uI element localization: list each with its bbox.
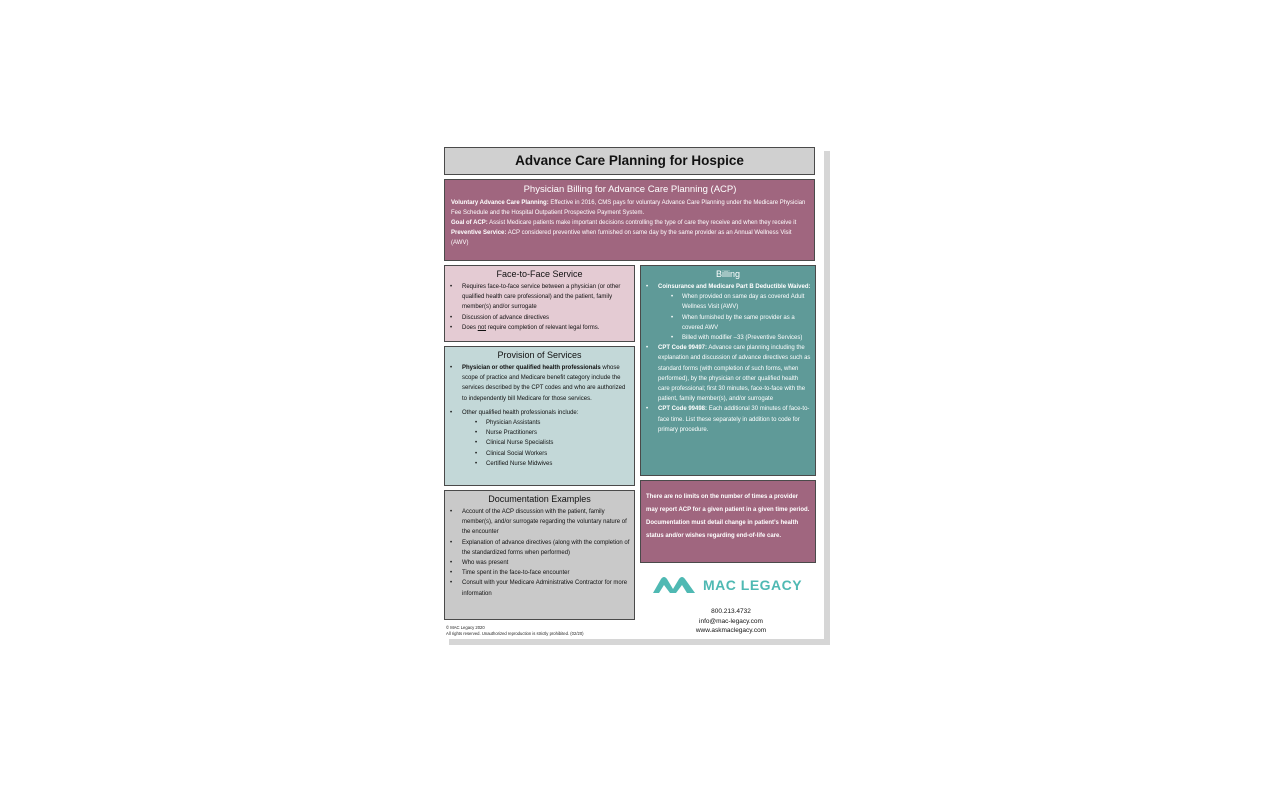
sub-list-item: • When provided on same day as covered Adult Wellness Visit (AWV)	[658, 292, 811, 312]
professionals-list	[462, 418, 630, 469]
provision-section	[444, 346, 635, 486]
billing-list	[645, 282, 811, 435]
acp-heading: Physician Billing for Advance Care Planning (ACP)	[523, 184, 737, 195]
acp-p1-label: Voluntary Advance Care Planning:	[451, 200, 549, 206]
list-item-bold: Physician or other qualified health professionals	[462, 365, 601, 371]
list-item	[449, 363, 630, 404]
contact-info	[681, 607, 781, 636]
phone-number: 800.213.4732	[711, 608, 751, 615]
documentation-list	[449, 507, 630, 599]
list-item-text: whose scope of practice and Medicare benefit category include the services described by the CPT codes and who are authorized to independently bill Medicare for those services.	[462, 365, 626, 402]
title-banner	[444, 147, 815, 175]
list-item: • Requires face-to-face service between a physician (or other qualified health care professional) and the patient, family member(s) and/or surrogate	[449, 282, 630, 313]
copyright-line-1: © MAC Legacy 2020	[446, 625, 485, 630]
list-item: • Who was present	[449, 558, 630, 568]
acp-billing-section	[444, 179, 815, 261]
face-to-face-list	[449, 282, 630, 333]
list-item-text: Each additional 30 minutes of face-to-face time. List these separately in addition to code for primary procedure.	[658, 406, 810, 433]
email-link[interactable]: info@mac-legacy.com	[699, 617, 763, 625]
list-item: • Discussion of advance directives	[449, 313, 630, 323]
sub-list-item: • Physician Assistants	[462, 418, 630, 428]
list-item: • Time spent in the face-to-face encounter	[449, 568, 630, 578]
list-item	[449, 323, 630, 333]
acp-paragraph-2	[451, 218, 809, 228]
sub-list-item: • Clinical Social Workers	[462, 449, 630, 459]
document-page	[443, 145, 824, 639]
acp-p1-text: Effective in 2016, CMS pays for voluntary Advance Care Planning under the Medicare Physician Fee Schedule and the Hospital Outpatient Prospective Payment System.	[451, 200, 806, 216]
underlined-not: not	[477, 324, 487, 331]
logo-mark-icon	[651, 575, 697, 595]
limits-text: There are no limits on the number of times a provider may report ACP for a given patient in a given time period. Documentation must detail change in patient’s health status and/or wishes regarding end-of-life care.	[646, 494, 810, 539]
limits-callout	[640, 480, 816, 563]
sub-list-item: • Nurse Practitioners	[462, 428, 630, 438]
face-to-face-heading: Face-to-Face Service	[496, 269, 583, 279]
list-item-bold: CPT Code 99498:	[658, 406, 708, 413]
acp-p2-text: Assist Medicare patients make important decisions controlling the type of care they receive and when they receive it	[487, 220, 797, 226]
list-item-bold: CPT Code 99497:	[658, 345, 708, 352]
billing-section	[640, 265, 816, 476]
acp-paragraph-1	[451, 198, 809, 218]
face-to-face-section	[444, 265, 635, 342]
list-item	[645, 282, 811, 343]
page-title: Advance Care Planning for Hospice	[515, 153, 744, 168]
sub-list-item: • Clinical Nurse Specialists	[462, 438, 630, 448]
list-item	[645, 404, 811, 435]
provision-heading: Provision of Services	[497, 350, 582, 360]
acp-p3-text: ACP considered preventive when furnished on same day by the same provider as an Annual Wellness Visit (AWV)	[451, 230, 792, 246]
sub-list-item: • When furnished by the same provider as a covered AWV	[658, 313, 811, 333]
copyright-line-2: All rights reserved. Unauthorized reproduction is strictly prohibited. (02/20)	[446, 630, 584, 636]
documentation-section	[444, 490, 635, 620]
copyright-notice	[446, 625, 584, 636]
acp-paragraph-3	[451, 228, 809, 248]
list-item-bold: Coinsurance and Medicare Part B Deductible Waived:	[658, 284, 811, 290]
list-item: • Consult with your Medicare Administrative Contractor for more information	[449, 578, 630, 598]
sub-list-item: • Billed with modifier –33 (Preventive Services)	[658, 333, 811, 343]
list-item-text: Does	[462, 324, 478, 331]
documentation-heading: Documentation Examples	[488, 494, 591, 504]
acp-p2-label: Goal of ACP:	[451, 220, 488, 226]
website-link[interactable]: www.askmaclegacy.com	[695, 627, 767, 634]
list-item-text: require completion of relevant legal forms.	[486, 324, 600, 331]
provision-list	[449, 363, 630, 404]
sub-list-item: • Certified Nurse Midwives	[462, 459, 630, 469]
provision-list-2	[449, 408, 630, 469]
acp-p3-label: Preventive Service:	[451, 230, 507, 236]
list-item	[449, 408, 630, 469]
brand-name: MAC LEGACY	[703, 577, 803, 593]
list-item: • Account of the ACP discussion with the patient, family member(s), and/or surrogate regarding the voluntary nature of the encounter	[449, 507, 630, 538]
list-item-text: Advance care planning including the explanation and discussion of advance directives such as standard forms (with completion of such forms, when performed), by the physician or other qualified health care professional; first 30 minutes, face-to-face with the patient, family member(s), and/or surrogate	[658, 345, 811, 403]
billing-heading: Billing	[715, 269, 740, 279]
list-item	[645, 343, 811, 404]
list-item: • Explanation of advance directives (along with the completion of the standardized forms when performed)	[449, 538, 630, 558]
waiver-conditions-list	[658, 292, 811, 343]
mac-legacy-logo	[651, 573, 811, 597]
list-item-text: Other qualified health professionals include:	[462, 409, 579, 416]
